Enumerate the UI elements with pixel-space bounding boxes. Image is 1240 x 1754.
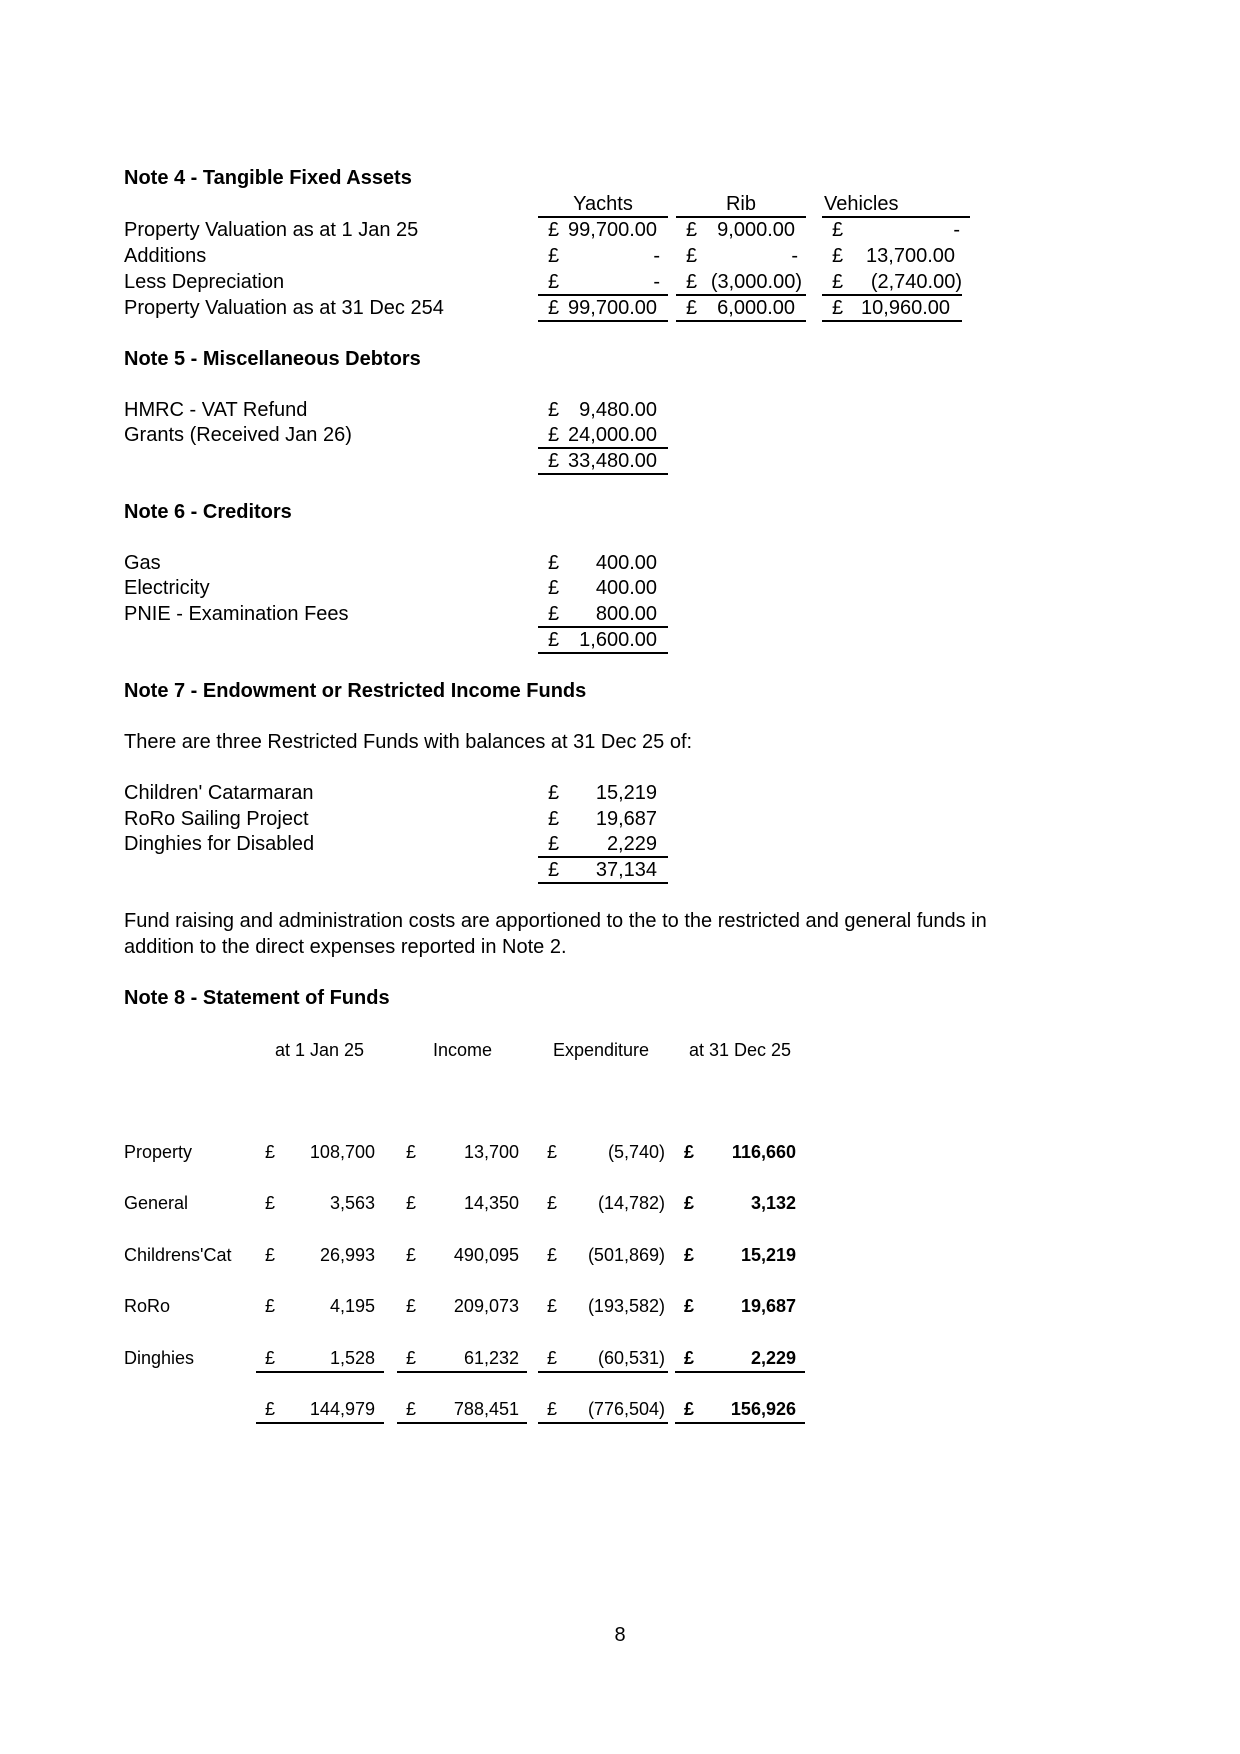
note8-income-value: 13,700 bbox=[463, 1142, 519, 1162]
note8-currency: £ bbox=[406, 1348, 417, 1368]
note8-total-rule bbox=[256, 1422, 384, 1424]
note4-value-vehicles: 10,960.00 bbox=[861, 297, 950, 319]
note7-row-label: RoRo Sailing Project bbox=[124, 808, 309, 830]
note8-closing-value: 3,132 bbox=[750, 1193, 796, 1213]
note8-currency: £ bbox=[684, 1348, 695, 1368]
note8-row-label: Dinghies bbox=[124, 1348, 195, 1368]
note8-currency: £ bbox=[684, 1296, 695, 1316]
note8-opening-value: 26,993 bbox=[319, 1245, 375, 1265]
note4-col-yachts: Yachts bbox=[573, 193, 633, 215]
note4-currency: £ bbox=[686, 297, 698, 319]
note8-income-value: 490,095 bbox=[453, 1245, 519, 1265]
note8-currency: £ bbox=[265, 1193, 276, 1213]
note4-row-label: Property Valuation as at 1 Jan 25 bbox=[124, 219, 419, 241]
note5-value: 9,480.00 bbox=[579, 399, 657, 421]
note8-income-value: 209,073 bbox=[453, 1296, 519, 1316]
note8-currency: £ bbox=[265, 1245, 276, 1265]
note8-currency: £ bbox=[547, 1193, 558, 1213]
note7-currency: £ bbox=[548, 833, 560, 855]
note4-value-yachts: - bbox=[653, 271, 660, 293]
note8-opening-value: 108,700 bbox=[309, 1142, 375, 1162]
note8-heading: Note 8 - Statement of Funds bbox=[124, 987, 390, 1009]
note8-expenditure-value: (14,782) bbox=[597, 1193, 665, 1213]
note8-total-closing: 156,926 bbox=[730, 1399, 796, 1419]
note4-value-vehicles: (2,740.00) bbox=[870, 271, 962, 293]
note8-currency: £ bbox=[265, 1399, 276, 1419]
note8-expenditure-value: (193,582) bbox=[587, 1296, 665, 1316]
note7-paragraph-line1: Fund raising and administration costs are apportioned to the to the restricted and general funds in bbox=[124, 910, 987, 932]
note8-total-rule bbox=[397, 1422, 527, 1424]
note8-subtotal-rule bbox=[538, 1371, 668, 1373]
note6-total-rule bbox=[538, 652, 668, 654]
note8-subtotal-rule bbox=[675, 1371, 805, 1373]
note8-expenditure-value: (5,740) bbox=[607, 1142, 665, 1162]
note4-value-vehicles: - bbox=[953, 219, 960, 241]
note4-col-vehicles: Vehicles bbox=[824, 193, 899, 215]
note7-value: 15,219 bbox=[595, 782, 657, 804]
note8-currency: £ bbox=[406, 1193, 417, 1213]
note5-total-currency: £ bbox=[548, 450, 560, 472]
note8-currency: £ bbox=[547, 1245, 558, 1265]
page-number: 8 bbox=[614, 1624, 626, 1646]
note7-value: 19,687 bbox=[595, 808, 657, 830]
note4-row-label: Less Depreciation bbox=[124, 271, 285, 293]
note4-total-rule-rib bbox=[676, 320, 806, 322]
note8-currency: £ bbox=[547, 1296, 558, 1316]
note8-currency: £ bbox=[406, 1399, 417, 1419]
note4-value-yachts: - bbox=[653, 245, 660, 267]
note8-col-opening: at 1 Jan 25 bbox=[275, 1040, 365, 1060]
note8-income-value: 14,350 bbox=[463, 1193, 519, 1213]
note4-col-rib: Rib bbox=[725, 193, 756, 215]
note7-currency: £ bbox=[548, 808, 560, 830]
note5-heading: Note 5 - Miscellaneous Debtors bbox=[124, 348, 421, 370]
note4-value-yachts: 99,700.00 bbox=[568, 219, 657, 241]
note4-currency: £ bbox=[686, 271, 698, 293]
note8-expenditure-value: (501,869) bbox=[587, 1245, 665, 1265]
note4-value-yachts: 99,700.00 bbox=[568, 297, 657, 319]
note8-row-label: Childrens'Cat bbox=[124, 1245, 232, 1265]
note4-value-rib: - bbox=[791, 245, 798, 267]
note8-closing-value: 116,660 bbox=[731, 1142, 796, 1162]
note8-currency: £ bbox=[406, 1142, 417, 1162]
note4-currency: £ bbox=[548, 297, 560, 319]
note8-col-income: Income bbox=[433, 1040, 493, 1060]
note8-currency: £ bbox=[547, 1399, 558, 1419]
note8-closing-value: 15,219 bbox=[740, 1245, 796, 1265]
note5-value: 24,000.00 bbox=[568, 424, 657, 446]
note8-row-label: RoRo bbox=[124, 1296, 171, 1316]
note4-total-rule-yachts bbox=[538, 320, 668, 322]
note4-currency: £ bbox=[832, 245, 844, 267]
note6-currency: £ bbox=[548, 577, 560, 599]
note4-currency: £ bbox=[832, 271, 844, 293]
note8-currency: £ bbox=[406, 1245, 417, 1265]
note7-total-rule bbox=[538, 882, 668, 884]
note7-value: 2,229 bbox=[606, 833, 657, 855]
note4-value-rib: 9,000.00 bbox=[717, 219, 795, 241]
note8-currency: £ bbox=[406, 1296, 417, 1316]
note8-opening-value: 3,563 bbox=[329, 1193, 375, 1213]
note4-currency: £ bbox=[686, 219, 698, 241]
note8-currency: £ bbox=[547, 1348, 558, 1368]
note6-value: 800.00 bbox=[595, 603, 657, 625]
note4-value-rib: 6,000.00 bbox=[717, 297, 795, 319]
note6-heading: Note 6 - Creditors bbox=[124, 501, 292, 523]
note7-total-value: 37,134 bbox=[595, 859, 657, 881]
note6-total-currency: £ bbox=[548, 629, 560, 651]
note7-intro: There are three Restricted Funds with balances at 31 Dec 25 of: bbox=[124, 731, 693, 753]
note8-subtotal-rule bbox=[397, 1371, 527, 1373]
note7-row-label: Dinghies for Disabled bbox=[124, 833, 315, 855]
note5-row-label: HMRC - VAT Refund bbox=[124, 399, 308, 421]
note7-total-currency: £ bbox=[548, 859, 560, 881]
note4-currency: £ bbox=[686, 245, 698, 267]
note8-row-label: Property bbox=[124, 1142, 193, 1162]
note8-currency: £ bbox=[265, 1142, 276, 1162]
note8-subtotal-rule bbox=[256, 1371, 384, 1373]
note8-row-label: General bbox=[124, 1193, 189, 1213]
note8-opening-value: 4,195 bbox=[329, 1296, 375, 1316]
note4-currency: £ bbox=[832, 297, 844, 319]
note8-total-opening: 144,979 bbox=[309, 1399, 375, 1419]
note8-currency: £ bbox=[684, 1142, 695, 1162]
note7-paragraph-line2: addition to the direct expenses reported in Note 2. bbox=[124, 936, 567, 958]
note4-value-vehicles: 13,700.00 bbox=[866, 245, 955, 267]
note8-opening-value: 1,528 bbox=[329, 1348, 375, 1368]
note8-total-rule bbox=[675, 1422, 805, 1424]
note6-value: 400.00 bbox=[595, 577, 657, 599]
note8-currency: £ bbox=[684, 1193, 695, 1213]
note6-value: 400.00 bbox=[595, 552, 657, 574]
note8-total-expenditure: (776,504) bbox=[587, 1399, 665, 1419]
note8-currency: £ bbox=[684, 1399, 695, 1419]
note7-row-label: Children' Catarmaran bbox=[124, 782, 314, 804]
note8-currency: £ bbox=[684, 1245, 695, 1265]
note6-row-label: Electricity bbox=[124, 577, 210, 599]
note4-currency: £ bbox=[548, 271, 560, 293]
note7-currency: £ bbox=[548, 782, 560, 804]
note4-total-rule-vehicles bbox=[822, 320, 962, 322]
note8-total-income: 788,451 bbox=[453, 1399, 519, 1419]
note5-total-value: 33,480.00 bbox=[568, 450, 657, 472]
note6-currency: £ bbox=[548, 603, 560, 625]
note6-row-label: PNIE - Examination Fees bbox=[124, 603, 349, 625]
note5-currency: £ bbox=[548, 424, 560, 446]
note8-currency: £ bbox=[265, 1296, 276, 1316]
note8-currency: £ bbox=[547, 1142, 558, 1162]
note8-currency: £ bbox=[265, 1348, 276, 1368]
note8-closing-value: 2,229 bbox=[750, 1348, 796, 1368]
note4-value-rib: (3,000.00) bbox=[710, 271, 802, 293]
note8-total-rule bbox=[538, 1422, 668, 1424]
note4-currency: £ bbox=[548, 219, 560, 241]
note8-expenditure-value: (60,531) bbox=[597, 1348, 665, 1368]
note8-col-closing: at 31 Dec 25 bbox=[689, 1040, 792, 1060]
note6-total-value: 1,600.00 bbox=[579, 629, 657, 651]
note5-row-label: Grants (Received Jan 26) bbox=[124, 424, 352, 446]
note7-heading: Note 7 - Endowment or Restricted Income Funds bbox=[124, 680, 587, 702]
note5-total-rule bbox=[538, 473, 668, 475]
note4-row-label: Additions bbox=[124, 245, 207, 267]
note4-currency: £ bbox=[832, 219, 844, 241]
note4-row-label: Property Valuation as at 31 Dec 254 bbox=[124, 297, 444, 319]
note5-currency: £ bbox=[548, 399, 560, 421]
note4-heading: Note 4 - Tangible Fixed Assets bbox=[124, 167, 412, 189]
note4-currency: £ bbox=[548, 245, 560, 267]
note8-col-expenditure: Expenditure bbox=[553, 1040, 650, 1060]
note6-currency: £ bbox=[548, 552, 560, 574]
note8-income-value: 61,232 bbox=[463, 1348, 519, 1368]
note6-row-label: Gas bbox=[124, 552, 161, 574]
note8-closing-value: 19,687 bbox=[740, 1296, 796, 1316]
